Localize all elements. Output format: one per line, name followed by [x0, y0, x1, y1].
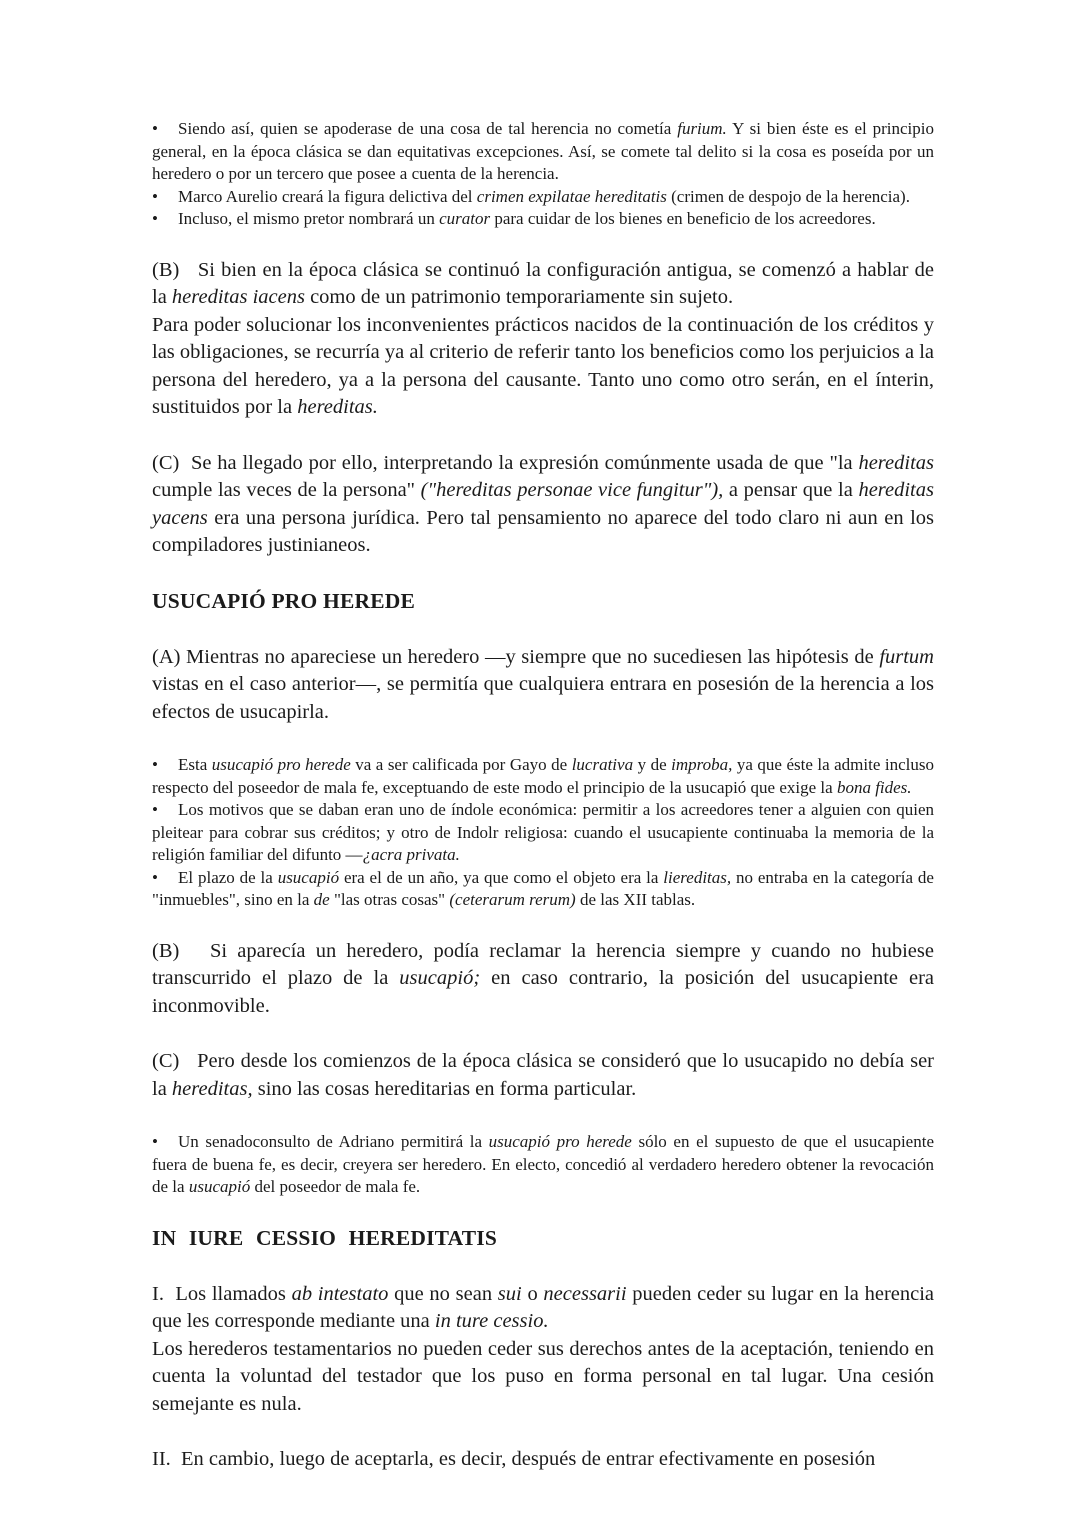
bullet-marker: • [152, 867, 158, 887]
bullet-text: Un senadoconsulto de Adriano permitirá la usucapió pro herede sólo en el supuesto de que el usucapiente fuera de buena fe, es decir, creyera ser heredero. En electo, concedió al verdadero heredero obtener la revocación de la usucapió del poseedor de mala fe. [152, 1132, 934, 1196]
paragraph-ii-en-cambio: II. En cambio, luego de aceptarla, es decir, después de entrar efectivamente en posesión [152, 1448, 876, 1470]
bullet-item-motivos [152, 799, 934, 867]
bullet-item-marco-aurelio [152, 186, 934, 209]
bullet-item-gayo [152, 754, 934, 799]
paragraph-c-usucapido: (C) Pero desde los comienzos de la época clásica se consideró que lo usucapido no debía ser la hereditas, sino las cosas hereditarias en forma particular. [152, 1050, 934, 1100]
bullet-marker: • [152, 209, 158, 228]
paragraph-i-ab-intestato: I. Los llamados ab intestato que no sean sui o necessarii pueden ceder su lugar en la herencia que les corresponde mediante una in ture cessio. Los herederos testamentarios no pueden ceder sus derechos antes de la aceptación, teniendo en cuenta la voluntad del testador que los puso en forma personal en tal lugar. Una cesión semejante es nula. [152, 1282, 935, 1415]
bullet-list-usucapio-detalles [152, 754, 934, 912]
bullet-marker: • [152, 800, 158, 819]
paragraph-b-hereditas-iacens: (B) Si bien en la época clásica se continuó la configuración antigua, se comenzó a hablar de la hereditas iacens como de un patrimonio temporariamente sin sujeto. Para poder solucionar los inconvenientes prácticos nacidos de la continuación de los créditos y las obligaciones, se recurría ya al criterio de referir tanto los beneficios como los perjuicios a la persona del heredero, ya a la persona del causante. Tanto uno como otro serán, en el ínterin, sustituidos por la hereditas. [152, 258, 934, 418]
bullet-item-plazo [152, 867, 934, 912]
bullet-item-curator [152, 208, 934, 231]
bullet-text: Incluso, el mismo pretor nombrará un curator para cuidar de los bienes en beneficio de los acreedores. [178, 209, 876, 228]
page-content [152, 118, 934, 1502]
paragraph-c-hereditas-persona: (C) Se ha llegado por ello, interpretando la expresión comúnmente usada de que "la hereditas cumple las veces de la persona" ("hereditas personae vice fungitur"), a pensar que la hereditas yacens era una persona jurídica. Pero tal pensamiento no aparece del todo claro ni aun en los compiladores justinianeos. [152, 451, 934, 556]
bullet-marker: • [152, 755, 158, 774]
bullet-text: Esta usucapió pro herede va a ser calificada por Gayo de lucrativa y de improba, ya que éste la admite incluso respecto del poseedor de mala fe, exceptuando de este modo el principio de la usucapió que exige la bona fides. [152, 755, 934, 797]
bullet-item-furium [152, 118, 934, 186]
bullet-marker: • [152, 1132, 158, 1151]
bullet-list-hereditas-delitos [152, 118, 934, 231]
bullet-text: Siendo así, quien se apoderase de una cosa de tal herencia no cometía furium. Y si bien éste es el principio general, en la época clásica se dan equitativas excepciones. Así, se comete tal delito si la cosa es poseída por un heredero o por un tercero que posee a cuenta de la herencia. [152, 119, 935, 183]
bullet-text: Los motivos que se daban eran uno de índole económica: permitir a los acreedores tener a alguien con quien pleitear para cobrar sus créditos; y otro de Indolr religiosa: cuando el usucapiente continuaba la memoria de la religión familiar del difunto —¿acra privata. [152, 800, 934, 864]
bullet-marker: • [152, 119, 158, 138]
bullet-text: Marco Aurelio creará la figura delictiva del crimen expilatae hereditatis (crimen de despojo de la herencia). [178, 186, 910, 206]
bullet-marker: • [152, 186, 158, 206]
bullet-list-senadoconsulto [152, 1131, 934, 1199]
bullet-text: El plazo de la usucapió era el de un año, ya que como el objeto era la liereditas, no entraba en la categoría de "inmuebles", sino en la de "las otras cosas" (ceterarum rerum) de las XII tablas. [152, 867, 934, 909]
bullet-item-adriano [152, 1131, 934, 1199]
paragraph-a-usucapio: (A) Mientras no apareciese un heredero —y siempre que no sucediesen las hipótesis de furtum vistas en el caso anterior—, se permitía que cualquiera entrara en posesión de la herencia a los efectos de usucapirla. [152, 645, 934, 723]
section-heading-in-iure-cessio: IN IURE CESSIO HEREDITATIS [152, 1225, 498, 1250]
section-heading-usucapio-pro-herede: USUCAPIÓ PRO HEREDE [152, 588, 416, 613]
paragraph-b-heredero-reclamo: (B) Si aparecía un heredero, podía reclamar la herencia siempre y cuando no hubiese transcurrido el plazo de la usucapió; en caso contrario, la posición del usucapiente era inconmovible. [152, 939, 934, 1017]
